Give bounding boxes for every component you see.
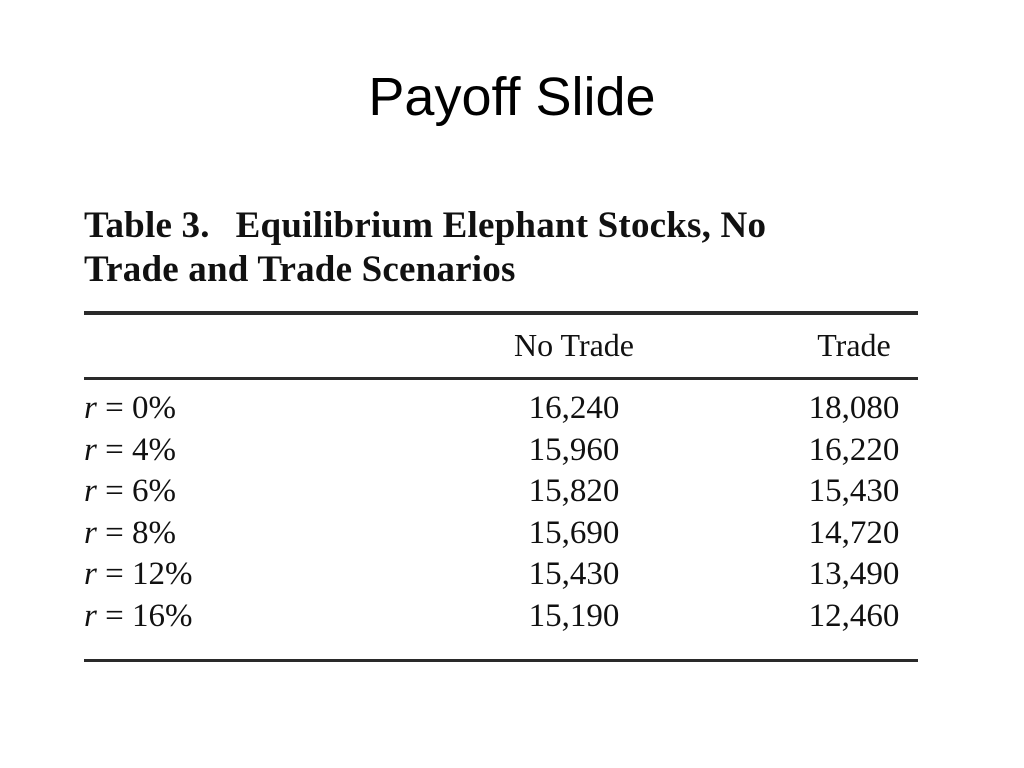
table-row (84, 432, 918, 474)
table-row (84, 556, 918, 598)
table-row (84, 515, 918, 557)
slide-title: Payoff Slide (368, 67, 656, 127)
trade-value: 15,430 (808, 473, 900, 509)
trade-value: 13,490 (808, 556, 900, 592)
rate-label: r = 16% (84, 597, 193, 634)
rate-label: r = 6% (84, 473, 176, 509)
column-header-no-trade: No Trade (513, 327, 634, 363)
table-body (84, 380, 918, 659)
no-trade-value: 15,190 (528, 597, 620, 634)
trade-value: 16,220 (808, 431, 900, 468)
rate-label: r = 8% (84, 514, 176, 551)
table-caption-label: Table 3. (84, 205, 210, 246)
table-header-row (84, 315, 918, 377)
column-header-trade: Trade (817, 327, 891, 363)
no-trade-value: 15,960 (528, 431, 620, 468)
no-trade-value: 16,240 (528, 390, 620, 426)
table-caption-line-1: Equilibrium Elephant Stocks, No (235, 205, 767, 246)
rate-label: r = 12% (84, 556, 193, 592)
table-block (84, 204, 918, 662)
trade-value: 12,460 (808, 597, 900, 634)
rate-label: r = 0% (84, 390, 176, 426)
trade-value: 18,080 (808, 390, 900, 426)
no-trade-value: 15,430 (528, 556, 620, 592)
table-bottom-rule (84, 659, 918, 662)
trade-value: 14,720 (808, 514, 900, 551)
table-caption (84, 204, 918, 292)
no-trade-value: 15,690 (528, 514, 620, 551)
table-caption-line-2: Trade and Trade Scenarios (84, 249, 516, 290)
table-row (84, 390, 918, 432)
rate-label: r = 4% (84, 431, 176, 468)
table-row (84, 473, 918, 515)
no-trade-value: 15,820 (528, 473, 620, 509)
table-row (84, 598, 918, 640)
